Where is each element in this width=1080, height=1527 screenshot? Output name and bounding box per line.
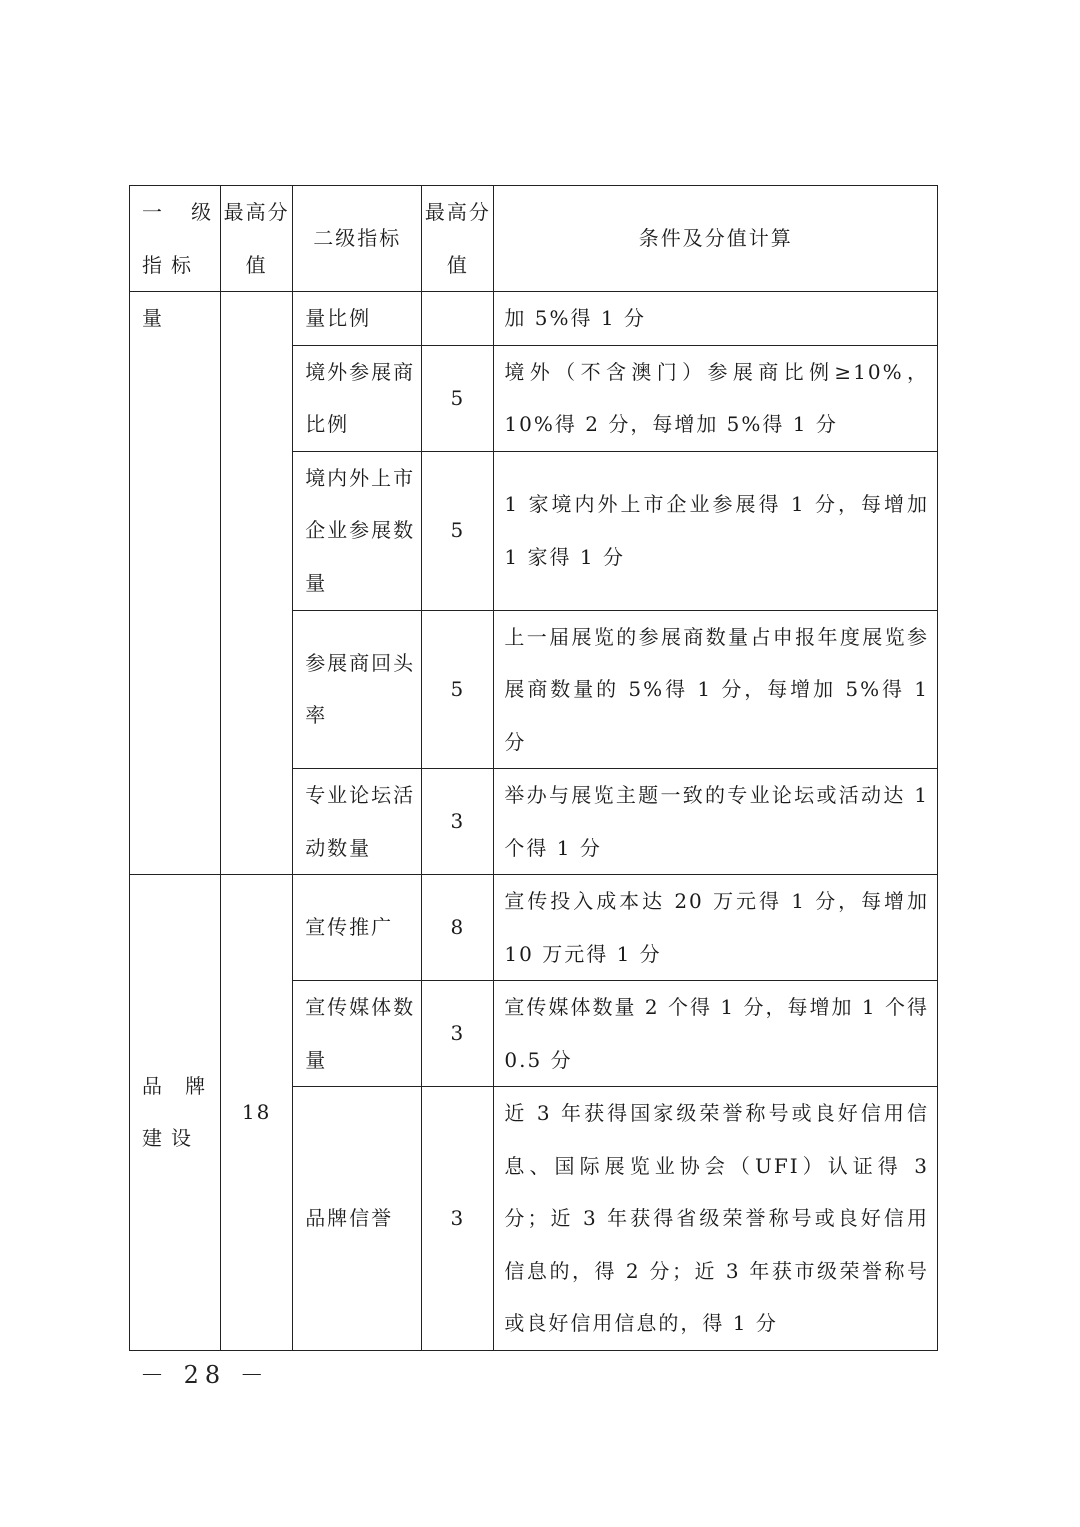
header-condition: 条件及分值计算 [494,186,938,292]
level2-cell: 量比例 [293,292,422,346]
level2-cell: 境外参展商比例 [293,345,422,451]
header-max-score-2: 最高分值 [422,186,494,292]
level2-cell: 参展商回头率 [293,610,422,769]
max2-cell: 3 [422,769,494,875]
max2-cell: 3 [422,981,494,1087]
max2-cell [422,292,494,346]
max2-cell: 3 [422,1087,494,1351]
header-level1-indicator: 一级指标 [130,186,221,292]
level2-cell: 品牌信誉 [293,1087,422,1351]
max2-cell: 8 [422,875,494,981]
level2-cell: 专业论坛活动数量 [293,769,422,875]
condition-cell: 举办与展览主题一致的专业论坛或活动达 1 个得 1 分 [494,769,938,875]
max2-cell: 5 [422,451,494,610]
condition-cell: 上一届展览的参展商数量占申报年度展览参展商数量的 5%得 1 分，每增加 5%得 1 分 [494,610,938,769]
condition-cell: 宣传媒体数量 2 个得 1 分，每增加 1 个得 0.5 分 [494,981,938,1087]
scoring-table [129,185,938,1351]
condition-cell: 近 3 年获得国家级荣誉称号或良好信用信息、国际展览业协会（UFI）认证得 3 分；近 3 年获得省级荣誉称号或良好信用信息的，得 2 分；近 3 年获市级荣誉称号或良好信用信息的，得 1 分 [494,1087,938,1351]
table-row [130,292,938,346]
condition-cell: 加 5%得 1 分 [494,292,938,346]
max1-cell-quantity [221,292,293,875]
level2-cell: 宣传推广 [293,875,422,981]
level1-cell-quantity: 量 [130,292,221,875]
page-number: － 28 － [140,1361,270,1389]
condition-cell: 宣传投入成本达 20 万元得 1 分，每增加 10 万元得 1 分 [494,875,938,981]
header-level2-indicator: 二级指标 [293,186,422,292]
header-max-score-1: 最高分值 [221,186,293,292]
table-row [130,875,938,981]
max2-cell: 5 [422,345,494,451]
table-header-row [130,186,938,292]
max1-cell-brand: 18 [221,875,293,1351]
level2-cell: 宣传媒体数量 [293,981,422,1087]
level2-cell: 境内外上市企业参展数量 [293,451,422,610]
max2-cell: 5 [422,610,494,769]
condition-cell: 1 家境内外上市企业参展得 1 分，每增加 1 家得 1 分 [494,451,938,610]
condition-cell: 境外（不含澳门）参展商比例≥10%，10%得 2 分，每增加 5%得 1 分 [494,345,938,451]
level1-cell-brand: 品牌建设 [130,875,221,1351]
